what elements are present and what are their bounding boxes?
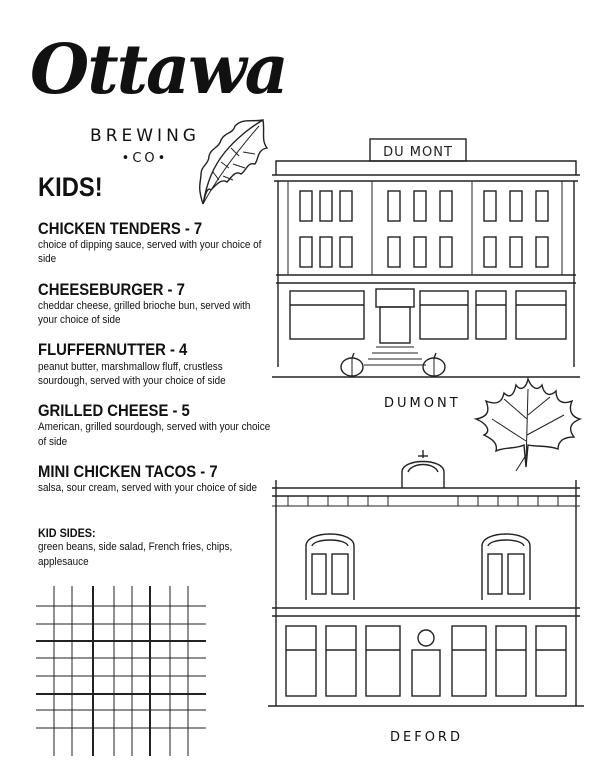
item-name: GRILLED CHEESE - 5 (38, 402, 190, 421)
deford-label: DEFORD (390, 730, 463, 745)
item-name: CHEESEBURGER - 7 (38, 280, 185, 299)
menu-item (38, 220, 278, 267)
item-description: salsa, sour cream, served with your choice of side (38, 482, 257, 495)
menu-list (38, 220, 278, 509)
menu-item (38, 402, 278, 449)
brand-co: •CO• (121, 151, 169, 166)
dumont-building-illustration (272, 135, 584, 383)
item-description: choice of dipping sauce, served with your choice of side (38, 239, 262, 266)
pumpkin-icon (423, 353, 445, 376)
sides-text: green beans, side salad, French fries, chips, applesauce (38, 541, 233, 568)
brand-script-logo: Ottawa (30, 30, 287, 110)
menu-title: KIDS! (38, 172, 103, 202)
sides-title: KID SIDES: (38, 526, 96, 540)
dumont-label: DUMONT (384, 396, 461, 411)
kid-sides (38, 526, 288, 569)
oak-leaf-icon (185, 112, 275, 212)
deford-building-illustration (268, 450, 584, 718)
item-description: cheddar cheese, grilled brioche bun, served with your choice of side (38, 299, 251, 327)
item-name: MINI CHICKEN TACOS - 7 (38, 462, 218, 481)
menu-item (38, 341, 278, 388)
menu-item (38, 463, 278, 495)
menu-item (38, 281, 278, 328)
dumont-sign: DU MONT (383, 145, 453, 160)
item-description: peanut butter, marshmallow fluff, crustless sourdough, served with your choice of side (38, 360, 226, 387)
item-name: FLUFFERNUTTER - 4 (38, 341, 188, 360)
brand-subtitle: BREWING (90, 126, 200, 146)
tic-tac-toe-grid[interactable] (36, 586, 206, 756)
pumpkin-icon (341, 353, 363, 376)
item-description: American, grilled sourdough, served with your choice of side (38, 421, 271, 448)
item-name: CHICKEN TENDERS - 7 (38, 220, 203, 238)
